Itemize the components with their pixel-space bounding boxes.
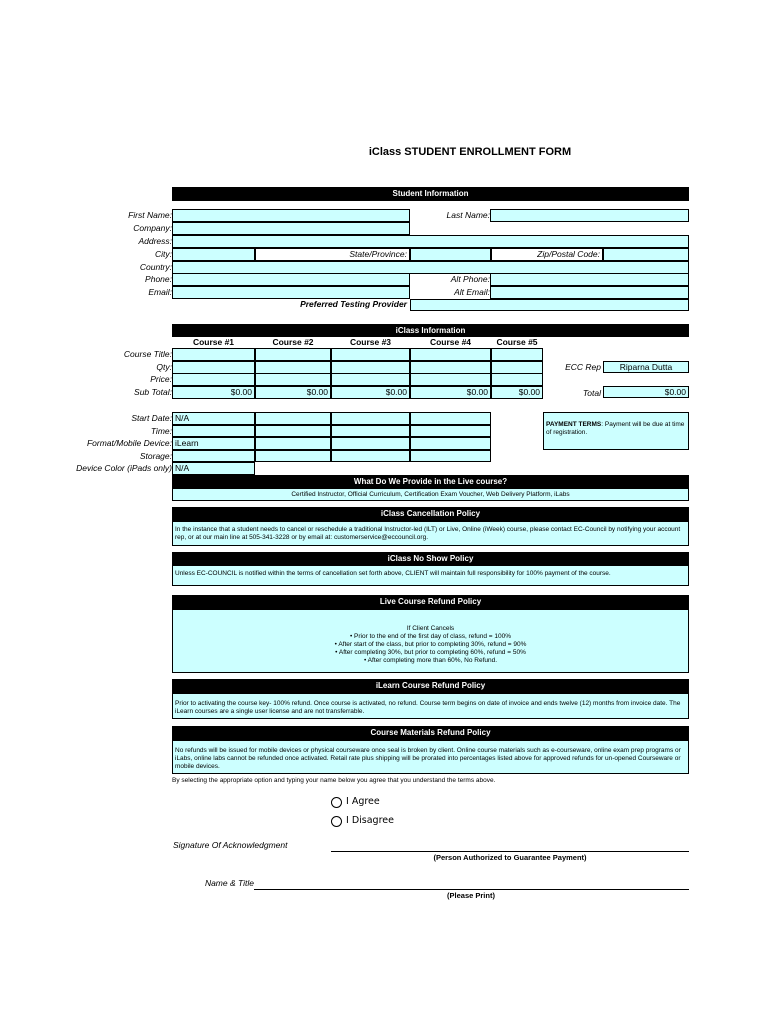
country-label: Country:	[139, 262, 172, 272]
signature-caption: (Person Authorized to Guarantee Payment)	[433, 853, 587, 862]
course-1-price[interactable]	[172, 373, 255, 386]
storage-3[interactable]	[331, 450, 410, 462]
zip-label: Zip/Postal Code:	[491, 248, 603, 261]
total-value: $0.00	[603, 386, 689, 398]
time-1[interactable]	[172, 425, 255, 437]
start-date-3[interactable]	[331, 412, 410, 425]
last-name-label: Last Name:	[446, 210, 490, 220]
course-header-2: Course #2	[272, 337, 314, 347]
course-4-subtotal: $0.00	[410, 386, 491, 399]
first-name-field[interactable]	[172, 209, 410, 222]
subtotal-label: Sub Total:	[134, 387, 172, 397]
agree-label[interactable]: I Agree	[346, 796, 380, 807]
time-4[interactable]	[410, 425, 491, 437]
qty-label: Qty:	[156, 362, 172, 372]
course-title-label: Course Title:	[123, 349, 172, 359]
first-name-label: First Name:	[128, 210, 172, 220]
city-field[interactable]	[172, 248, 255, 261]
last-name-field[interactable]	[490, 209, 689, 222]
live-refund-line: • After start of the class, but prior to completing 30%, refund = 90%	[334, 641, 527, 648]
address-field[interactable]	[172, 235, 689, 248]
agreement-text: By selecting the appropriate option and typing your name below you agree that you understand the terms above.	[172, 777, 496, 784]
zip-field[interactable]	[603, 248, 689, 261]
name-title-caption: (Please Print)	[447, 891, 495, 900]
course-4-title[interactable]	[410, 348, 491, 361]
student-info-header: Student Information	[172, 187, 689, 201]
device-color-label: Device Color (iPads only)	[76, 463, 172, 473]
provide-text: Certified Instructor, Official Curriculum, Certification Exam Voucher, Web Delivery Platform, iLabs	[172, 488, 689, 501]
payment-terms-box	[543, 412, 689, 450]
iclass-info-header: iClass Information	[172, 324, 689, 337]
course-2-title[interactable]	[255, 348, 331, 361]
testing-provider-field[interactable]	[410, 299, 689, 311]
city-label: City:	[155, 249, 172, 259]
name-title-line[interactable]	[254, 889, 689, 890]
live-refund-text	[172, 609, 689, 673]
storage-4[interactable]	[410, 450, 491, 462]
course-5-price[interactable]	[491, 373, 543, 386]
course-1-title[interactable]	[172, 348, 255, 361]
payment-terms-text: : Payment will be due at time of registration.	[546, 421, 685, 436]
course-header-4: Course #4	[429, 337, 472, 347]
ilearn-refund-header: iLearn Course Refund Policy	[172, 679, 689, 693]
course-3-subtotal: $0.00	[331, 386, 410, 399]
live-refund-header: Live Course Refund Policy	[172, 595, 689, 609]
signature-line[interactable]	[331, 851, 689, 852]
state-field[interactable]	[410, 248, 491, 261]
start-date-4[interactable]	[410, 412, 491, 425]
live-refund-line: • After completing 30%, but prior to completing 60%, refund = 50%	[335, 649, 526, 656]
company-field[interactable]	[172, 222, 410, 235]
live-refund-line: If Client Cancels	[406, 625, 455, 632]
company-label: Company:	[133, 223, 172, 233]
course-header-5: Course #5	[496, 337, 538, 347]
noshow-header: iClass No Show Policy	[172, 552, 689, 565]
alt-phone-label: Alt Phone:	[450, 274, 490, 284]
phone-field[interactable]	[172, 273, 410, 286]
alt-phone-field[interactable]	[490, 273, 689, 286]
course-header-3: Course #3	[349, 337, 392, 347]
alt-email-field[interactable]	[490, 286, 689, 299]
course-2-price[interactable]	[255, 373, 331, 386]
live-refund-line: • Prior to the end of the first day of class, refund = 100%	[349, 633, 512, 640]
course-5-title[interactable]	[491, 348, 543, 361]
ecc-rep-value: Riparna Dutta	[603, 361, 689, 373]
disagree-radio[interactable]	[331, 816, 342, 827]
form-title: iClass STUDENT ENROLLMENT FORM	[368, 146, 572, 158]
start-date-2[interactable]	[255, 412, 331, 425]
course-3-title[interactable]	[331, 348, 410, 361]
course-4-price[interactable]	[410, 373, 491, 386]
price-label: Price:	[150, 374, 172, 384]
format-3[interactable]	[331, 437, 410, 450]
time-2[interactable]	[255, 425, 331, 437]
cancellation-header: iClass Cancellation Policy	[172, 507, 689, 521]
agree-radio[interactable]	[331, 797, 342, 808]
testing-provider-label: Preferred Testing Provider	[300, 299, 407, 309]
storage-1[interactable]	[172, 450, 255, 462]
materials-refund-header: Course Materials Refund Policy	[172, 726, 689, 740]
cancellation-text: In the instance that a student needs to cancel or reschedule a traditional Instructor-led (ILT) or Live, Online (iWeek) course, please contact EC-Council by notifying your account rep, or at our main line at 505-341-3228 or by email at: customerservice@eccouncil.org.	[172, 521, 689, 546]
format-2[interactable]	[255, 437, 331, 450]
course-2-subtotal: $0.00	[255, 386, 331, 399]
time-label: Time:	[150, 426, 172, 436]
start-date-1[interactable]: N/A	[172, 412, 255, 425]
live-refund-line: • After completing more than 60%, No Refund.	[363, 657, 498, 664]
time-3[interactable]	[331, 425, 410, 437]
signature-label: Signature Of Acknowledgment	[173, 840, 288, 850]
start-date-label: Start Date:	[131, 413, 172, 423]
payment-terms-label: PAYMENT TERMS	[546, 421, 602, 428]
phone-label: Phone:	[145, 274, 172, 284]
course-5-subtotal: $0.00	[491, 386, 543, 399]
noshow-text: Unless EC-COUNCIL is notified within the terms of cancellation set forth above, CLIENT will maintain full responsibility for 100% payment of the course.	[172, 565, 689, 586]
ecc-rep-label: ECC Rep	[565, 362, 601, 372]
disagree-label[interactable]: I Disagree	[346, 815, 394, 826]
address-label: Address:	[138, 236, 172, 246]
ilearn-refund-text: Prior to activating the course key- 100% refund. Once course is activated, no refund. Course term begins on date of invoice and ends twelve (12) months from invoice date. The iLearn courses are a single user license and are not transferrable.	[172, 693, 689, 719]
alt-email-label: Alt Email:	[454, 287, 490, 297]
provide-header: What Do We Provide in the Live course?	[172, 475, 689, 488]
format-4[interactable]	[410, 437, 491, 450]
format-1[interactable]: iLearn	[172, 437, 255, 450]
name-title-label: Name & Title	[204, 878, 254, 888]
email-label: Email:	[148, 287, 172, 297]
course-1-subtotal: $0.00	[172, 386, 255, 399]
format-label: Format/Mobile Device:	[86, 438, 172, 448]
course-header-1: Course #1	[192, 337, 235, 347]
total-label: Total	[582, 388, 601, 398]
course-3-price[interactable]	[331, 373, 410, 386]
state-label: State/Province:	[255, 248, 410, 261]
storage-2[interactable]	[255, 450, 331, 462]
storage-label: Storage:	[139, 451, 172, 461]
device-color-1[interactable]: N/A	[172, 462, 255, 475]
materials-refund-text: No refunds will be issued for mobile devices or physical courseware once seal is broken by client. Online course materials such as e-courseware, online exam prep programs or iLabs, online labs cannot be refunded once activated. Retail rate plus shipping will be prorated into percentages listed above for approved refunds for un-opened Courseware or mobile devices.	[172, 740, 689, 774]
